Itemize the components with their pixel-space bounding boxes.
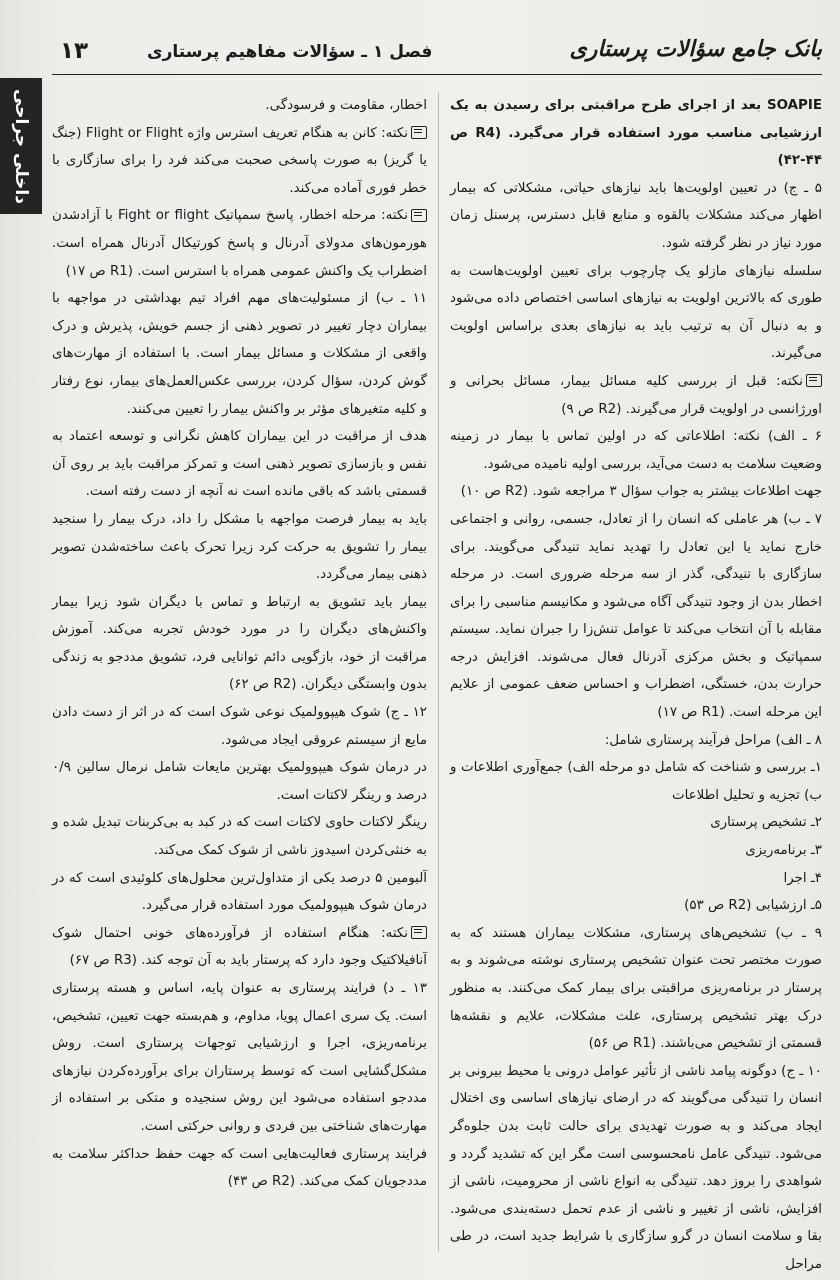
- paragraph: ۱۰ ـ ج) دوگونه پیامد ناشی از تأثیر عوامل درونی یا محیط بیرونی بر انسان را تنیدگی می‌گویند که در ارضای نیازهای اساسی وی اختلال ایجاد می‌کند و به صورت تهدیدی برای حالت ثابت بدن جلوه‌گر می‌شود. تنیدگی عامل نامحسوسی است مگر این که تشدید گردد و شواهدی را بروز دهد. تنیدگی به انواع ناشی از محرومیت، ناشی از افزایش، ناشی از تغییر و ناشی از عدم تحمل دسته‌بندی می‌شود. بقا و سلامت انسان در گرو سازگاری با شرایط جدید است، در طی مراحل: [450, 1063, 822, 1272]
- note-paragraph: [52, 120, 427, 203]
- list-item: ۲ـ تشخیص پرستاری: [710, 815, 822, 831]
- paragraph: در درمان شوک هیپوولمیک بهترین مایعات شامل نرمال سالین ۰/۹ درصد و رینگر لاکتات است.: [52, 760, 427, 803]
- section-tab: [0, 78, 42, 214]
- list-item: ۴ـ اجرا: [783, 870, 822, 886]
- list-item: ۱ـ بررسی و شناخت که شامل دو مرحله الف) جمع‌آوری اطلاعات و ب) تجزیه و تحلیل اطلاعات: [450, 760, 822, 803]
- paragraph: آلبومین ۵ درصد یکی از متداول‌ترین محلول‌های کلوئیدی است که در درمان شوک هیپوولمیک مورد استفاده قرار می‌گیرد.: [52, 870, 427, 914]
- note-paragraph: [52, 920, 427, 975]
- pointing-hand-icon: [411, 926, 427, 939]
- paragraph: سلسله نیازهای مازلو یک چارچوب برای تعیین اولویت‌هاست به طوری که بالاترین اولویت به نیازهای اساسی اختصاص داده می‌شود و به دنبال آن به ترتیب باید به نیازهای بعدی براساس اولویت می‌گیرند.: [450, 263, 822, 362]
- note-text: نکته: قبل از بررسی کلیه مسائل بیمار، مسائل بحرانی و اورژانسی در اولویت قرار می‌گیرند. (R2 ص ۹): [450, 373, 822, 417]
- paragraph: باید به بیمار فرصت مواجهه با مشکل را داد، درک بیمار را سنجید بیمار را تشویق به حرکت کرد زیرا تحرک باعث ساخته‌شدن تصویر ذهنی بیمار می‌گردد.: [52, 511, 427, 583]
- pointing-hand-icon: [411, 209, 427, 222]
- page-number: ۱۳: [60, 38, 89, 64]
- paragraph: ۸ ـ الف) مراحل فرآیند پرستاری شامل:: [604, 732, 822, 748]
- paragraph: ۵ ـ ج) در تعیین اولویت‌ها باید نیازهای حیاتی، مشکلاتی که بیمار اظهار می‌کند مشکلات بالقوه و منابع قابل دسترس، پرسنل زمان مورد نیاز در نظر گرفته شود.: [450, 180, 822, 251]
- paragraph: ۶ ـ الف) نکته: اطلاعاتی که در اولین تماس با بیمار در زمینه وضعیت سلامت به دست می‌آید، بررسی اولیه نامیده می‌شود.: [450, 429, 822, 472]
- paragraph: جهت اطلاعات بیشتر به جواب سؤال ۳ مراجعه شود. (R2 ص ۱۰): [460, 484, 822, 500]
- note-paragraph: [52, 202, 427, 285]
- note-text: نکته: کانن به هنگام تعریف استرس واژه Flight or Flight (جنگ یا گریز) به صورت پاسخی صحبت می‌کند فرد را برای سازگاری با خطر فوری آماده می‌کند.: [52, 125, 427, 196]
- note-text: نکته: هنگام استفاده از فرآورده‌های خونی احتمال شوک آنافیلاکتیک وجود دارد که پرستار باید به آن توجه کند. (R3 ص ۶۷): [52, 925, 427, 969]
- right-column: [450, 92, 822, 1279]
- page-header: [52, 34, 822, 75]
- paragraph: ۱۳ ـ د) فرایند پرستاری به عنوان پایه، اساس و هسته پرستاری است. یک سری اعمال پویا، مداوم، و هم‌بسته جهت تعیین، تشخیص، برنامه‌ریزی، اجرا و ارزشیابی توجهات پرستاری است. روش مشکل‌گشایی است که توسط پرستاران برای برآورده‌کردن نیازهای مددجو استفاده می‌شود این روش سنجیده و متکی بر استفاده از مهارت‌های شناختی بین فردی و روانی حرکتی است.: [52, 981, 427, 1134]
- pointing-hand-icon: [806, 374, 822, 387]
- pointing-hand-icon: [411, 126, 427, 139]
- left-column: [52, 92, 427, 1196]
- note-text: نکته: مرحله اخطار، پاسخ سمپاتیک Fight or flight با آزادشدن هورمون‌های مدولای آدرنال و پاسخ کورتیکال آدرنال همراه است. اضطراب یک واکنش عمومی همراه با استرس است. (R1 ص ۱۷): [52, 208, 427, 279]
- list-item: ۵ـ ارزشیابی (R2 ص ۵۳): [684, 898, 822, 914]
- book-title: بانک جامع سؤالات پرستاری: [569, 36, 822, 62]
- chapter-title: فصل ۱ ـ سؤالات مفاهیم پرستاری: [147, 42, 433, 62]
- column-divider: [438, 92, 439, 1252]
- paragraph: SOAPIE بعد از اجرای طرح مراقبتی برای رسیدن به یک ارزشیابی مناسب مورد استفاده قرار می‌گیرد. (R4 ص ۴۴-۴۲): [450, 98, 822, 169]
- paragraph: هدف از مراقبت در این بیماران کاهش نگرانی و توسعه اعتماد به نفس و بازسازی تصویر ذهنی است و تمرکز مراقبت باید بر روی آن قسمتی باشد که باقی مانده است نه آنچه از دست رفته است.: [52, 429, 427, 500]
- paragraph: ۹ ـ ب) تشخیص‌های پرستاری، مشکلات بیماران هستند که به صورت مختصر تحت عنوان تشخیص پرستاری نوشته می‌شوند و به پرستار در برنامه‌ریزی مراقبتی برای بیمار کمک می‌کنند. به منظور درک بهتر تشخیص پرستاری، علت مشکلات، علایم و نقشه‌ها قسمتی از تشخیص می‌باشند. (R1 ص ۵۶): [450, 925, 822, 1052]
- note-paragraph: [450, 368, 822, 423]
- paragraph: ۱۲ ـ ج) شوک هیپوولمیک نوعی شوک است که در اثر از دست دادن مایع از سیستم عروقی ایجاد می‌شود.: [52, 705, 427, 748]
- list-item: ۳ـ برنامه‌ریزی: [745, 843, 822, 859]
- paragraph: اخطار، مقاومت و فرسودگی.: [265, 98, 427, 113]
- paragraph: بیمار باید تشویق به ارتباط و تماس با دیگران شود زیرا بیمار واکنش‌های دیگران را در مورد خودش تجربه می‌کند. آموزش مراقبت از خود، بازگویی دائم توانایی فرد، تشویق مددجو به زندگی بدون وابستگی دیگران. (R2 ص ۶۲): [52, 594, 427, 693]
- paragraph: فرایند پرستاری فعالیت‌هایی است که جهت حفظ حداکثر سلامت به مددجویان کمک می‌کند. (R2 ص ۴۳): [52, 1146, 427, 1190]
- paragraph: رینگر لاکتات حاوی لاکتات است که در کبد به بی‌کربنات تبدیل شده و به خنثی‌کردن اسیدوز ناشی از شوک کمک می‌کند.: [52, 815, 427, 859]
- section-tab-label: داخلی جراحی: [11, 88, 31, 204]
- paragraph: ۷ ـ ب) هر عاملی که انسان را از تعادل، جسمی، روانی و اجتماعی خارج نماید یا این تعادل را تهدید نماید تنیدگی می‌گویند. برای سازگاری با تنیدگی، گذر از سه مرحله ضروری است. در مرحله اخطار بدن از وجود تنیدگی آگاه می‌شود و مکانیسم مناسبی را برای مقابله با آن انتخاب می‌کند تا عوامل تنش‌زا را جبران نماید. سیستم سمپاتیک و بخش مرکزی آدرنال فعال می‌شوند. افزایش درجه حرارت بدن، خستگی، اضطراب و احساس ضعف عمومی از علایم این مرحله است. (R1 ص ۱۷): [450, 511, 822, 721]
- paragraph: ۱۱ ـ ب) از مسئولیت‌های مهم افراد تیم بهداشتی در مواجهه با بیماران دچار تغییر در تصویر ذهنی از جسم خویش، پذیرش و درک واقعی از مشکلات و مسائل بیمار است. با استفاده از مهارت‌های گوش کردن، سؤال کردن، بررسی عکس‌العمل‌های بیمار، نوع رفتار و کلیه متغیرهای مؤثر بر واکنش بیمار را تعیین می‌کنند.: [52, 291, 427, 417]
